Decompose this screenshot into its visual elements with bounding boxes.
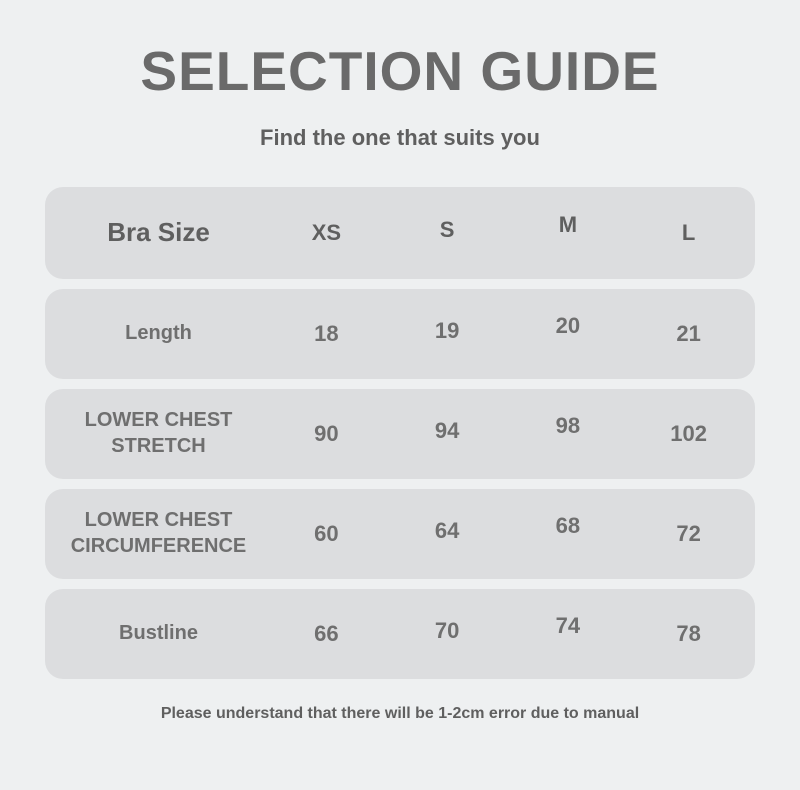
row-label-line1: LOWER CHEST	[84, 509, 233, 532]
measurement-note: Please understand that there will be 1-2cm error due to manual	[160, 705, 640, 722]
row-label-length: Length	[125, 322, 192, 345]
table-row	[45, 489, 755, 579]
row-bustline-s: 70	[434, 618, 460, 643]
row-label-lower-chest-circumference	[51, 508, 266, 559]
row-lower-chest-stretch-l: 102	[670, 421, 707, 446]
row-lower-chest-circumference-xs: 60	[314, 521, 339, 546]
row-lower-chest-stretch-s: 94	[434, 418, 460, 443]
row-lower-chest-stretch-xs: 90	[314, 421, 339, 446]
header-size-xs: XS	[311, 220, 342, 245]
row-label-line2: CIRCUMFERENCE	[70, 535, 247, 557]
page-subtitle: Find the one that suits you	[260, 125, 540, 150]
page-title: SELECTION GUIDE	[140, 40, 660, 102]
row-bustline-m: 74	[555, 613, 581, 638]
row-length-s: 19	[434, 318, 460, 343]
row-label-lower-chest-stretch	[51, 408, 266, 459]
row-bustline-xs: 66	[314, 621, 339, 646]
row-lower-chest-circumference-m: 68	[555, 513, 581, 538]
table-row	[45, 289, 755, 379]
table-header-row	[45, 187, 755, 279]
header-size-l: L	[681, 220, 696, 245]
header-size-s: S	[439, 217, 455, 242]
row-length-xs: 18	[314, 321, 339, 346]
row-bustline-l: 78	[676, 621, 701, 646]
row-lower-chest-circumference-l: 72	[676, 521, 701, 546]
row-label-bustline: Bustline	[119, 622, 198, 645]
table-row	[45, 589, 755, 679]
row-label-line2: STRETCH	[111, 435, 206, 457]
row-lower-chest-circumference-s: 64	[434, 518, 460, 543]
header-size-m: M	[558, 212, 578, 237]
row-lower-chest-stretch-m: 98	[555, 413, 581, 438]
row-length-l: 21	[676, 321, 701, 346]
header-label-bra-size: Bra Size	[107, 217, 210, 248]
row-length-m: 20	[555, 313, 581, 338]
size-table	[45, 187, 755, 679]
row-label-line1: LOWER CHEST	[84, 409, 233, 432]
table-row	[45, 389, 755, 479]
